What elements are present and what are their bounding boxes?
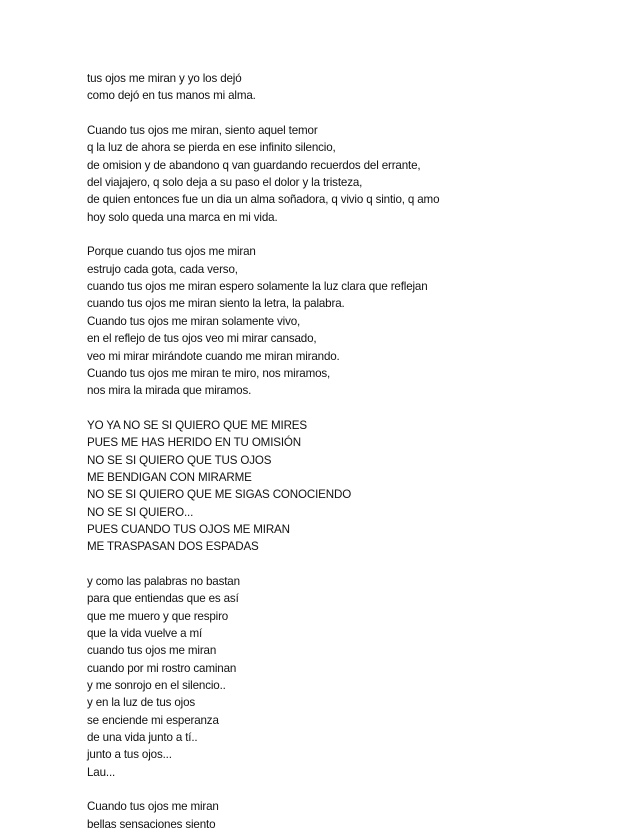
poem-stanza	[87, 70, 607, 105]
poem-line: se enciende mi esperanza	[87, 713, 219, 727]
poem-line: Cuando tus ojos me miran	[87, 800, 219, 814]
poem-line: nos mira la mirada que miramos.	[87, 384, 252, 398]
poem-line: Cuando tus ojos me miran solamente vivo,	[87, 314, 301, 328]
poem-stanza	[87, 417, 607, 556]
poem-line: Porque cuando tus ojos me miran	[87, 245, 256, 259]
poem-line: en el reflejo de tus ojos veo mi mirar cansado,	[87, 332, 317, 346]
poem-line: Cuando tus ojos me miran te miro, nos miramos,	[87, 366, 331, 380]
poem-stanza	[87, 243, 607, 399]
poem-line: Lau...	[87, 765, 116, 779]
poem-line: junto a tus ojos...	[87, 748, 172, 762]
poem-line: NO SE SI QUIERO QUE ME SIGAS CONOCIENDO	[87, 488, 352, 502]
poem-line: YO YA NO SE SI QUIERO QUE ME MIRES	[87, 418, 307, 432]
poem-line: Cuando tus ojos me miran, siento aquel temor	[87, 124, 318, 138]
poem-line: cuando tus ojos me miran espero solamente la luz clara que reflejan	[87, 280, 428, 294]
poem-line: bellas sensaciones siento	[87, 817, 216, 831]
poem-stanza	[87, 798, 607, 833]
poem-line: de quien entonces fue un dia un alma soñadora, q vivio q sintio, q amo	[87, 193, 440, 207]
poem-line: estrujo cada gota, cada verso,	[87, 262, 238, 276]
poem-line: ME BENDIGAN CON MIRARME	[87, 470, 252, 484]
poem-stanza	[87, 573, 607, 781]
poem-line: del viajajero, q solo deja a su paso el dolor y la tristeza,	[87, 176, 363, 190]
poem-line: y me sonrojo en el silencio..	[87, 679, 226, 693]
poem-line: y en la luz de tus ojos	[87, 696, 196, 710]
poem-line: de omision y de abandono q van guardando recuerdos del errante,	[87, 158, 421, 172]
poem-line: hoy solo queda una marca en mi vida.	[87, 210, 278, 224]
poem-line: tus ojos me miran y yo los dejó	[87, 72, 242, 85]
poem-line: como dejó en tus manos mi alma.	[87, 89, 256, 103]
poem-line: cuando por mi rostro caminan	[87, 661, 237, 675]
poem-line: NO SE SI QUIERO QUE TUS OJOS	[87, 453, 272, 467]
poem-line: q la luz de ahora se pierda en ese infinito silencio,	[87, 141, 336, 155]
poem-line: PUES CUANDO TUS OJOS ME MIRAN	[87, 522, 290, 536]
poem-line: ME TRASPASAN DOS ESPADAS	[87, 540, 259, 554]
poem-line: que me muero y que respiro	[87, 609, 229, 623]
poem-line: de una vida junto a tí..	[87, 731, 198, 745]
poem-line: cuando tus ojos me miran	[87, 644, 217, 658]
poem-line: que la vida vuelve a mí	[87, 627, 203, 640]
poem-line: y como las palabras no bastan	[87, 574, 240, 588]
poem-line: NO SE SI QUIERO...	[87, 505, 194, 519]
poem-stanza	[87, 122, 607, 226]
poem-line: veo mi mirar mirándote cuando me miran mirando.	[87, 349, 340, 363]
poem-text	[87, 70, 607, 833]
poem-line: PUES ME HAS HERIDO EN TU OMISIÓN	[87, 436, 302, 450]
poem-line: para que entiendas que es así	[87, 592, 239, 606]
poem-line: cuando tus ojos me miran siento la letra, la palabra.	[87, 297, 345, 311]
